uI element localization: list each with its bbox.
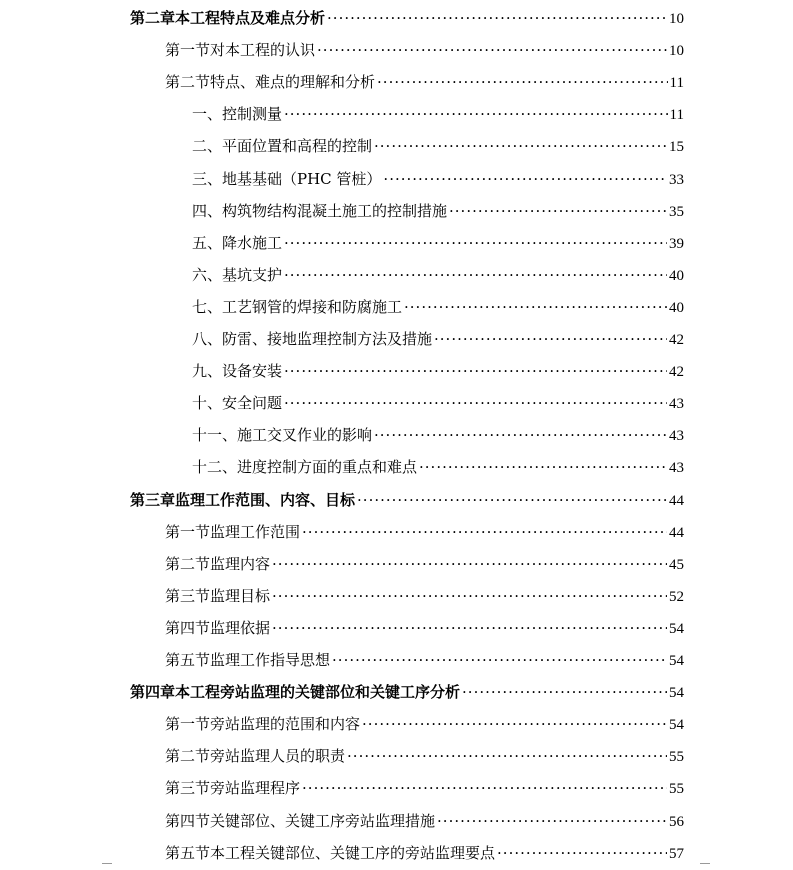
toc-dot-leader (347, 744, 667, 768)
toc-dot-leader (357, 488, 667, 512)
toc-section-entry (165, 809, 684, 833)
toc-dot-leader (419, 455, 667, 479)
toc-item-entry (192, 295, 684, 319)
toc-dot-leader (302, 520, 667, 544)
toc-entry-number: 第四章 (130, 683, 176, 701)
toc-item-entry (192, 423, 684, 447)
toc-dot-leader (497, 841, 667, 865)
toc-page-number: 11 (669, 107, 684, 123)
toc-entry-number: 第二节 (165, 555, 211, 573)
toc-page-number: 42 (669, 364, 684, 380)
toc-entry-title: 监理内容 (210, 555, 271, 573)
toc-entry-title: 监理依据 (210, 619, 271, 637)
toc-dot-leader (317, 38, 667, 62)
toc-entry-title: 监理工作范围 (210, 523, 301, 541)
toc-item-entry (192, 134, 684, 158)
toc-dot-leader (284, 263, 667, 287)
toc-page-number: 35 (669, 204, 684, 220)
toc-dot-leader (272, 616, 667, 640)
toc-dot-leader (284, 231, 667, 255)
toc-entry-number: 第二节 (165, 73, 211, 91)
toc-section-entry (165, 552, 684, 576)
toc-dot-leader (449, 199, 667, 223)
toc-entry-title: 二、平面位置和高程的控制 (192, 137, 373, 155)
toc-entry-number: 第一节 (165, 715, 211, 733)
toc-page-number: 52 (669, 589, 684, 605)
toc-entry-title: 六、基坑支护 (192, 266, 283, 284)
toc-item-entry (192, 199, 684, 223)
toc-page-number: 43 (669, 396, 684, 412)
toc-entry-number: 第二节 (165, 747, 211, 765)
toc-entry-number: 第二章 (130, 9, 176, 27)
toc-dot-leader (434, 327, 667, 351)
toc-entry-title: 五、降水施工 (192, 234, 283, 252)
page-corner-mark-right (700, 863, 710, 870)
page-corner-mark-left (102, 863, 112, 870)
toc-section-entry (165, 70, 684, 94)
toc-entry-title: 九、设备安装 (192, 362, 283, 380)
toc-section-entry (165, 841, 684, 865)
toc-page-number: 54 (669, 653, 684, 669)
toc-page-number: 15 (669, 139, 684, 155)
toc-entry-title: 本工程旁站监理的关键部位和关键工序分析 (175, 683, 461, 701)
toc-dot-leader (284, 102, 668, 126)
toc-page-number: 10 (669, 11, 684, 27)
toc-item-entry (192, 391, 684, 415)
toc-entry-title: 对本工程的认识 (210, 41, 316, 59)
toc-entry-title: 监理工作范围、内容、目标 (175, 491, 356, 509)
toc-entry-title: 旁站监理程序 (210, 779, 301, 797)
toc-page-number: 43 (669, 428, 684, 444)
toc-page-number: 44 (669, 493, 684, 509)
toc-chapter-entry (130, 6, 684, 30)
toc-page-number: 43 (669, 460, 684, 476)
toc-page-number: 40 (669, 268, 684, 284)
toc-entry-title: 十、安全问题 (192, 394, 283, 412)
toc-entry-title: 监理工作指导思想 (210, 651, 331, 669)
toc-page-number: 42 (669, 332, 684, 348)
toc-dot-leader (404, 295, 667, 319)
toc-section-entry (165, 648, 684, 672)
toc-section-entry (165, 776, 684, 800)
toc-entry-title: 本工程关键部位、关键工序的旁站监理要点 (210, 844, 496, 862)
toc-entry-title: 八、防雷、接地监理控制方法及措施 (192, 330, 433, 348)
toc-item-entry (192, 102, 684, 126)
toc-page-number: 44 (669, 525, 684, 541)
toc-entry-title: 特点、难点的理解和分析 (210, 73, 376, 91)
toc-section-entry (165, 744, 684, 768)
toc-entry-number: 第四节 (165, 619, 211, 637)
toc-page-number: 55 (669, 781, 684, 797)
toc-page-number: 45 (669, 557, 684, 573)
toc-dot-leader (383, 167, 667, 191)
toc-entry-title: 监理目标 (210, 587, 271, 605)
toc-section-entry (165, 520, 684, 544)
toc-section-entry (165, 616, 684, 640)
toc-section-entry (165, 584, 684, 608)
toc-entry-title: 四、构筑物结构混凝土施工的控制措施 (192, 202, 448, 220)
toc-section-entry (165, 712, 684, 736)
toc-entry-number: 第四节 (165, 812, 211, 830)
toc-dot-leader (272, 584, 667, 608)
toc-item-entry (192, 231, 684, 255)
toc-entry-title: 一、控制测量 (192, 105, 283, 123)
toc-entry-title: 关键部位、关键工序旁站监理措施 (210, 812, 436, 830)
toc-page-number: 11 (669, 75, 684, 91)
toc-page-number: 57 (669, 846, 684, 862)
toc-page-number: 33 (669, 172, 684, 188)
toc-entry-title: 十一、施工交叉作业的影响 (192, 426, 373, 444)
toc-entry-title: 七、工艺钢管的焊接和防腐施工 (192, 298, 403, 316)
toc-item-entry (192, 263, 684, 287)
toc-page-number: 54 (669, 621, 684, 637)
toc-dot-leader (377, 70, 668, 94)
toc-entry-number: 第五节 (165, 651, 211, 669)
toc-entry-number: 第五节 (165, 844, 211, 862)
toc-dot-leader (362, 712, 667, 736)
toc-dot-leader (272, 552, 667, 576)
toc-item-entry (192, 167, 684, 191)
toc-dot-leader (284, 359, 667, 383)
toc-entry-title: 旁站监理人员的职责 (210, 747, 346, 765)
toc-page-number: 40 (669, 300, 684, 316)
toc-item-entry (192, 455, 684, 479)
toc-entry-title: 本工程特点及难点分析 (175, 9, 326, 27)
toc-page-number: 54 (669, 717, 684, 733)
toc-entry-number: 第三节 (165, 779, 211, 797)
toc-item-entry (192, 327, 684, 351)
toc-page-number: 54 (669, 685, 684, 701)
toc-entry-number: 第三节 (165, 587, 211, 605)
toc-dot-leader (302, 776, 667, 800)
toc-entry-number: 第一节 (165, 41, 211, 59)
toc-dot-leader (374, 134, 667, 158)
toc-dot-leader (437, 809, 667, 833)
toc-dot-leader (374, 423, 667, 447)
toc-entry-title: 十二、进度控制方面的重点和难点 (192, 458, 418, 476)
toc-dot-leader (462, 680, 667, 704)
toc-section-entry (165, 38, 684, 62)
toc-entry-number: 第一节 (165, 523, 211, 541)
toc-dot-leader (284, 391, 667, 415)
toc-dot-leader (327, 6, 667, 30)
toc-item-entry (192, 359, 684, 383)
toc-entry-number: 第三章 (130, 491, 176, 509)
toc-page-number: 56 (669, 814, 684, 830)
toc-entry-title: 旁站监理的范围和内容 (210, 715, 361, 733)
toc-chapter-entry (130, 680, 684, 704)
toc-page-number: 10 (669, 43, 684, 59)
toc-page-number: 39 (669, 236, 684, 252)
toc-dot-leader (332, 648, 667, 672)
toc-chapter-entry (130, 488, 684, 512)
toc-page-number: 55 (669, 749, 684, 765)
toc-entry-title: 三、地基基础（PHC 管桩） (192, 170, 382, 188)
